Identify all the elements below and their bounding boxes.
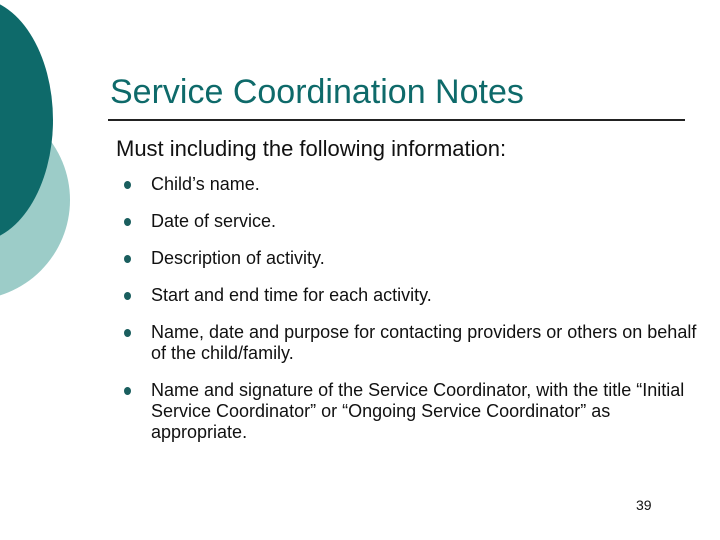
bullet-dot-icon <box>124 181 131 189</box>
bullet-text: Name, date and purpose for contacting providers or others on behalf of the child/family. <box>151 322 697 363</box>
bullet-item <box>124 248 704 269</box>
bullet-dot-icon <box>124 218 131 226</box>
bullet-dot-icon <box>124 255 131 263</box>
bullet-item <box>124 285 704 306</box>
bullet-text: Description of activity. <box>151 248 325 268</box>
decorative-circles <box>0 0 80 300</box>
page-number: 39 <box>636 497 652 513</box>
bullet-dot-icon <box>124 292 131 300</box>
bullet-dot-icon <box>124 387 131 395</box>
bullet-dot-icon <box>124 329 131 337</box>
bullet-item <box>124 322 704 364</box>
bullet-item <box>124 380 704 443</box>
bullet-text: Child’s name. <box>151 174 260 194</box>
slide-title: Service Coordination Notes <box>110 73 524 111</box>
bullet-list <box>124 174 704 459</box>
bullet-item <box>124 174 704 195</box>
title-underline <box>108 119 685 121</box>
bullet-text: Date of service. <box>151 211 277 231</box>
bullet-text: Start and end time for each activity. <box>151 285 432 305</box>
bullet-item <box>124 211 704 232</box>
bullet-text: Name and signature of the Service Coordinator, with the title “Initial Service Coordinator” or “Ongoing Service Coordinator” as appropriate. <box>151 380 685 442</box>
intro-text: Must including the following information: <box>116 136 507 161</box>
